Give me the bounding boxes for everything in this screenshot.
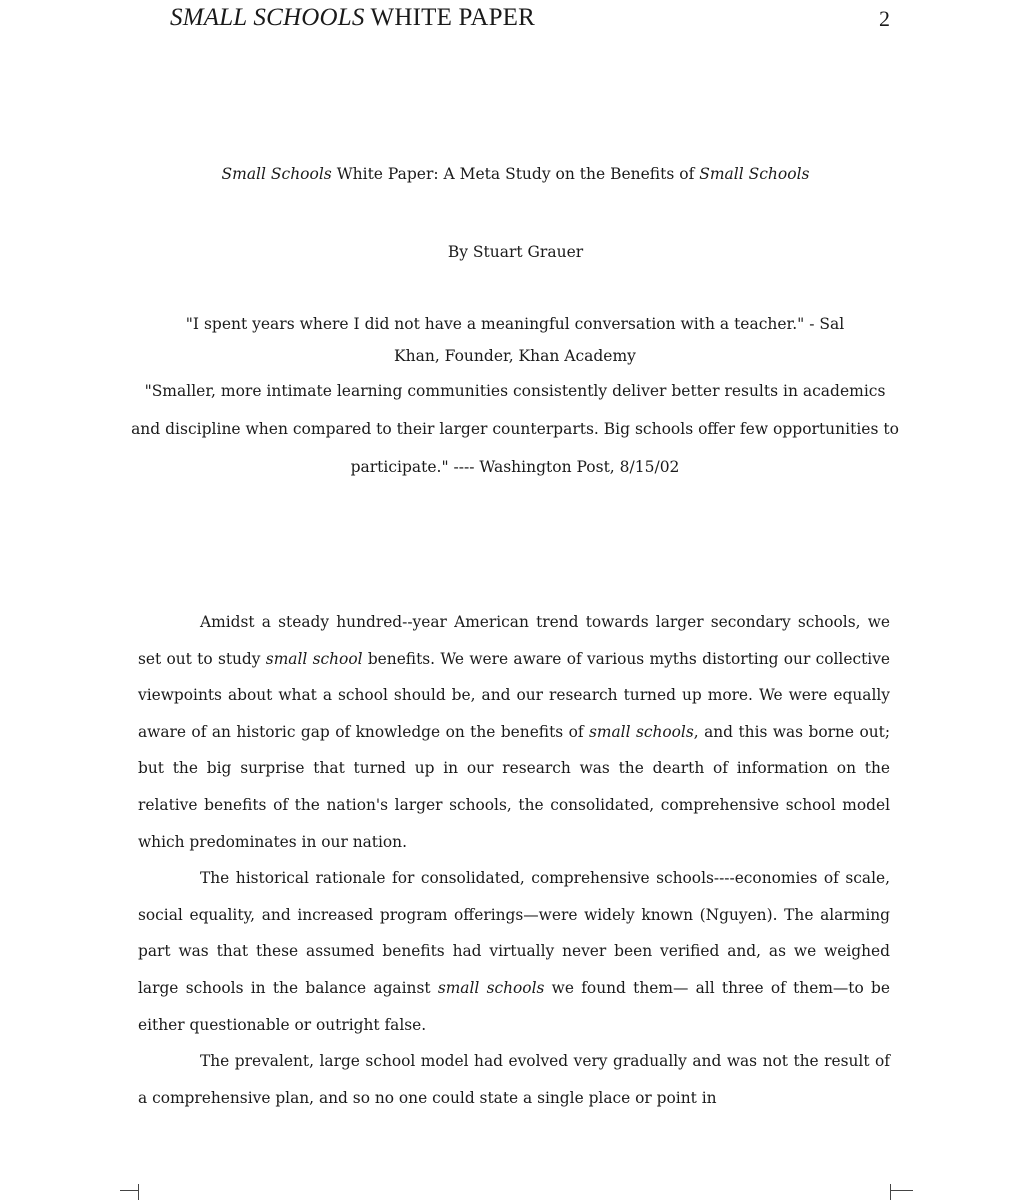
paragraph-1 [138, 604, 890, 860]
quote-washington-post: "Smaller, more intimate learning communities consistently deliver better results in academics and discipline when compared to their larger counterparts. Big schools offer few opportunities to participate." ---- Washington Post, 8/15/02 [131, 382, 899, 476]
title-part-1: Small Schools [221, 165, 332, 183]
paragraph-1-text-d: small schools [589, 722, 694, 741]
paragraph-3: The prevalent, large school model had evolved very gradually and was not the result of a comprehensive plan, and so no one could state a single place or point in [138, 1052, 890, 1107]
quote-khan-line-2: Khan, Founder, Khan Academy [394, 347, 636, 365]
paragraph-1-text-a: Amidst a steady hundred--year American trend towards larger secondary schools, we set out to study [138, 613, 890, 668]
header-title-rest: WHITE PAPER [364, 4, 536, 31]
crop-mark-left-vertical [138, 1184, 139, 1200]
quote-khan [130, 308, 900, 372]
crop-mark-right-horizontal [891, 1190, 913, 1191]
document-title [0, 160, 1031, 188]
header-title-italic: SMALL SCHOOLS [170, 4, 365, 31]
paragraph-2-text-a: The historical rationale for consolidated, comprehensive schools----economies of scale, social equality, and increased program offerings—were widely known (Nguyen). The alarming part was that these assumed benefits had virtually never been verified and, as we weighed large schools in the balance against [138, 869, 890, 997]
byline: By Stuart Grauer [447, 243, 584, 261]
epigraph-quotes [130, 308, 900, 486]
header-title [170, 4, 535, 32]
paragraph-2-text-b: small schools [437, 978, 545, 997]
running-header [170, 4, 890, 40]
title-part-2: White Paper: A Meta Study on the Benefits of [331, 165, 700, 183]
page-number: 2 [879, 6, 890, 31]
title-part-3: Small Schools [699, 165, 810, 183]
paragraph-2-text-c: we found them— all three of them—to be either questionable or outright false. [138, 978, 890, 1034]
crop-mark-left-horizontal [120, 1190, 138, 1191]
paragraph-1-text-b: small school [265, 649, 363, 668]
paragraph-1-text-e: , and this was borne out; but the big surprise that turned up in our research was the dearth of information on the relative benefits of the nation's larger schools, the consolidated, comprehensive school model which predominates in our nation. [138, 722, 891, 851]
paragraph-1-text-c: benefits. We were aware of various myths distorting our collective viewpoints about what a school should be, and our research turned up more. We were equally aware of an historic gap of knowledge on the benefits of [138, 649, 890, 741]
quote-khan-line-1: "I spent years where I did not have a meaningful conversation with a teacher." - Sal [185, 315, 845, 333]
body-text [138, 604, 890, 1116]
paragraph-2 [138, 860, 890, 1043]
crop-mark-right-vertical [890, 1184, 891, 1200]
